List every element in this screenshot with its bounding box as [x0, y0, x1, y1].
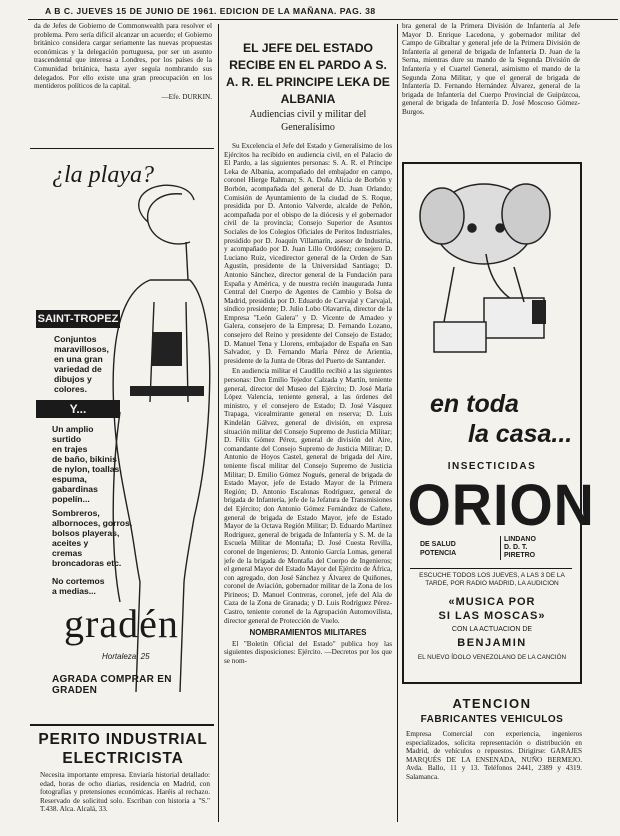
- perito-headline: PERITO INDUSTRIAL ELECTRICISTA: [38, 731, 208, 767]
- graden-logo: gradén: [64, 601, 179, 646]
- ad-line: en trajes: [52, 444, 88, 454]
- ad-headline: ¿la playa?: [52, 162, 154, 188]
- orion-small-line: DE SALUD: [420, 541, 456, 548]
- orion-small-right: [500, 536, 536, 560]
- orion-promo-title-2: SI LAS MOSCAS»: [438, 610, 546, 622]
- orion-line-2: la casa...: [468, 420, 573, 448]
- article-paragraph: En audiencia militar el Caudillo recibió a las siguientes personas: Don Emilio Tejedor Calzada y Martín, teniente general, director del Museo del Ejército; D. José María López Valencia, teniente general, a las órdenes del ministro, y el consejero de Estado; D. José Vásquez Trapaga, vicealmirante general en reserva; D. Luis Kindelán Gálvez, general de división, en expresa situación militar del Consejo Supremo de Justicia Militar; D. Félix Gómez Pérez, general de división del Aire, comandante del Consejo Supremo de Justicia Militar; D. Antonio de Hoyos Castel, general de brigada del Aire, teniente fiscal militar del Consejo Supremo de Justicia Militar; D. Emilio Gómez Nogués, general de brigada de Estado Mayor, jefe de Estado Mayor de la Primera Región; D. Antonio Escalonas Rodríguez, general de brigada de Infantería, jefe de la Jefatura de Transmisiones del Ejército; don Antonio Gómez Fernández de Cañete, general de brigada de Estado Mayor, jefe de Estado Mayor de la Octava Región Militar; D. Eduardo Martínez Rodríguez, general de brigada de Infantería y S. M. de la Escuela Militar de Montaña; D. José Cuesta Revilla, coronel de Ingenieros; D. Antonio García Lomas, general jefe de la brigada de Montaña del Cuerpo de Ingenieros; el general Mayor del Estado Mayor del Ejército de África, con agregado, don José Sánchez y Álvarez de Quiñones, coronel de Aviación, gobernador militar de la Zona de los Pirineos; D. Manuel Contreras, coronel, jefe del Ala de Caza de la Zona de Granada; y D. Luis Rodríguez Pérez-Castro, teniente coronel de la Agrupación Automovilista, director general de Protección de Vuelo.: [224, 367, 392, 625]
- orion-promo-1: ESCUCHE TODOS LOS JUEVES, A LAS 3 DE LA TARDE, POR RADIO MADRID, LA AUDICION: [419, 572, 565, 587]
- ad-lines-3: [52, 508, 132, 568]
- orion-small-line: PIRETRO: [504, 552, 536, 559]
- orion-line-1: en toda: [430, 390, 519, 418]
- ad-lines-2: [52, 424, 122, 504]
- article-subhead: NOMBRAMIENTOS MILITARES: [249, 628, 367, 638]
- atencion-body: Empresa Comercial con experiencia, ingenieros especializados, solicita representación o distribución en Madrid, de vehículos o repuestos. Dirigirse: GARAJES MARQUÉS DE LA ENSENADA, NUÑO BERMEJO. Avda. Ballo, 11 y 13. Teléfonos 2441, 2389 y 4319. Salamanca.: [406, 730, 582, 781]
- left-top-article-text: da de Jefes de Gobierno de Commonwealth para resolver el problema. Pero sería difícil alcanzar un acuerdo; el Gobierno británico considera cargar seriamente las nuevas propuestas económicas y la delegación portuguesa, por ser un asunto trascendental que interesa a Londres, por los países de la Comunidad británica, hasta ayer seguía nombrando sus delegados. Por ello existe una gran preocupación en los mentideros políticos de la capital.: [34, 22, 212, 91]
- graden-ad: [30, 152, 216, 712]
- orion-small-line: D. D. T.: [504, 544, 528, 551]
- perito-body: Necesita importante empresa. Enviaría historial detallado: edad, horas de ocho diarias, residencia en Madrid, con fotografías y pretensiones económicas. Haréis al rechazo. Reservado de solicitud solo. Escriban con historia a "S." T.438. Alca. Alcalá, 33.: [40, 771, 210, 814]
- main-subheadline: Audiencias civil y militar del Generalísimo: [249, 109, 367, 133]
- left-top-rule: [30, 148, 214, 149]
- ad-line: surtido: [52, 434, 82, 444]
- page-header: A B C. JUEVES 15 DE JUNIO DE 1961. EDICION DE LA MAÑANA. PAG. 38: [45, 6, 376, 16]
- orion-promo-3: EL NUEVO ÍDOLO VENEZOLANO DE LA CANCIÓN: [417, 654, 567, 661]
- ad-line: de nylon, toallas,: [52, 464, 122, 474]
- ad-line: variedad de: [54, 364, 102, 374]
- ad-line: albornoces, gorros,: [52, 518, 133, 528]
- atencion-subtitle: FABRICANTES VEHICULOS: [420, 714, 564, 725]
- orion-brand: ORION: [407, 473, 595, 538]
- header-rule: [28, 19, 618, 20]
- ad-line: No cortemos: [52, 576, 105, 586]
- orion-sub: INSECTICIDAS: [447, 461, 537, 472]
- orion-inner-rule: [410, 568, 572, 569]
- orion-small-line: POTENCIA: [420, 550, 457, 557]
- main-headline: EL JEFE DEL ESTADO RECIBE EN EL PARDO A S. A. R. EL PRINCIPE LEKA DE ALBANIA: [226, 41, 390, 106]
- orion-promo-artist: BENJAMIN: [457, 637, 527, 649]
- left-mid-rule: [30, 724, 214, 726]
- saint-tropez-label: SAINT-TROPEZ: [37, 313, 119, 325]
- ad-line: gabardinas: [52, 484, 98, 494]
- ad-line: colores.: [54, 384, 87, 394]
- orion-small-line: LINDANO: [504, 536, 536, 543]
- column-divider-right: [397, 24, 398, 822]
- article-paragraph: El "Boletín Oficial del Estado" publica hoy las siguientes disposiciones: Ejército. —Decretos por los que se nom-: [224, 639, 392, 666]
- ad-line: Sombreros,: [52, 508, 100, 518]
- orion-promo-title-1: «MUSICA POR: [448, 596, 536, 608]
- ad-closing: [52, 576, 105, 596]
- column-divider-left: [218, 24, 219, 822]
- orion-ad: [402, 162, 595, 684]
- orion-promo-2: CON LA ACTUACION DE: [451, 626, 533, 633]
- ad-line: de baño, bikinis: [52, 454, 117, 464]
- elephant-illustration: [414, 172, 570, 372]
- ad-line: en una gran: [54, 354, 103, 364]
- saint-tropez-box: [36, 310, 120, 328]
- ad-line: dibujos y: [54, 374, 92, 384]
- right-top-article: bra general de la Primera División de Infantería al Jefe Mayor D. Enrique Lacedona, y gobernador militar del Campo de Gibraltar y general jefe de la Primera División de Infantería al general de brigada de Infantería D. Juan de la Serna, mientras dure su mando de la Segunda División de Infantería y el Cuartel General, asimismo el mando de la Segunda Zona Militar, y que el general de brigada de Infantería D. Fernando Hernández Álvarez, general de la brigada de Infantería del Cuerpo Provincial de Guipúzcoa, general de brigada de Infantería D. José Moscoso Gómez-Burgos.: [402, 22, 580, 116]
- article-paragraph: Su Excelencia el Jefe del Estado y Generalísimo de los Ejércitos ha recibido en audiencia civil, en el Palacio de El Pardo, a las siguientes personas: S. A. R. el Príncipe Leka de Albania, acompañado del embajador en campo, coronel Hierge Rahman; S. A. Doña Alicia de Borbón y Borbón, acompañada del general de D. Juan Orlando; Comisión de Ayuntamiento de la ciudad de S. Roque, presidida por D. Antonio Valverde, alcalde de Peñón, acompañada por el obispo de la diócesis y el gobernador civil de la provincia; Consejo Superior de Asuntos Sociales de los Colegios Oficiales de Peritos Industriales, presidido por D. Joaquín Villamarín, asesor de Industria, y acompañado por D. Juan Lillo Ordóñez; consejero D. Luciano Ruiz, vicedirector general de la Orden de San Agustín, presidente de la Universidad Santiago; D. Antonio Sánchez, director general de la Fundación para España y América, y de nuestra recién inaugurada Junta Central del Cuerpo de Agentes de Cambio y Bolsa de Madrid, presidida por D. Eduardo de Carvajal y Carvajal, síndico presidente; D. Julio Lobo Olavarría, director de la Empresa "León Galera" y D. Vicente de Amadeo y Galera, consejero de la Empresa; D. Fernando Lozano, consejero del Reino y presidente del Consejo de Estado; D. Manuel Tena y Llorens, embajador de España en San Salvador, y D. Fernando María Pérez de Arientia, presidente de la Junta de Obras del Puerto de Santander.: [224, 142, 392, 365]
- graden-address: Hortaleza, 25: [102, 652, 150, 661]
- ellipsis-label: Y...: [69, 402, 87, 416]
- left-top-article: [34, 22, 212, 134]
- atencion-title: ATENCION: [452, 696, 532, 711]
- ad-line: popelín...: [52, 494, 90, 504]
- ad-line: Conjuntos: [54, 334, 97, 344]
- ad-line: cremas: [52, 548, 83, 558]
- ad-line: bolsos playeras,: [52, 528, 120, 538]
- ad-line: aceites y: [52, 538, 89, 548]
- ad-line: Un amplio: [52, 424, 94, 434]
- left-top-signature: —Efe. DURKIN.: [161, 92, 212, 101]
- ad-line: espuma,: [52, 474, 87, 484]
- ellipsis-box: [36, 400, 120, 418]
- main-article: [224, 142, 392, 832]
- ad-line: maravillosos,: [54, 344, 109, 354]
- orion-small-left: [420, 540, 456, 558]
- graden-slogan: AGRADA COMPRAR EN GRADEN: [52, 674, 172, 696]
- ad-line: a medias...: [52, 586, 96, 596]
- ad-lines-1: [54, 334, 109, 394]
- ad-line: broncadoras etc.: [52, 558, 122, 568]
